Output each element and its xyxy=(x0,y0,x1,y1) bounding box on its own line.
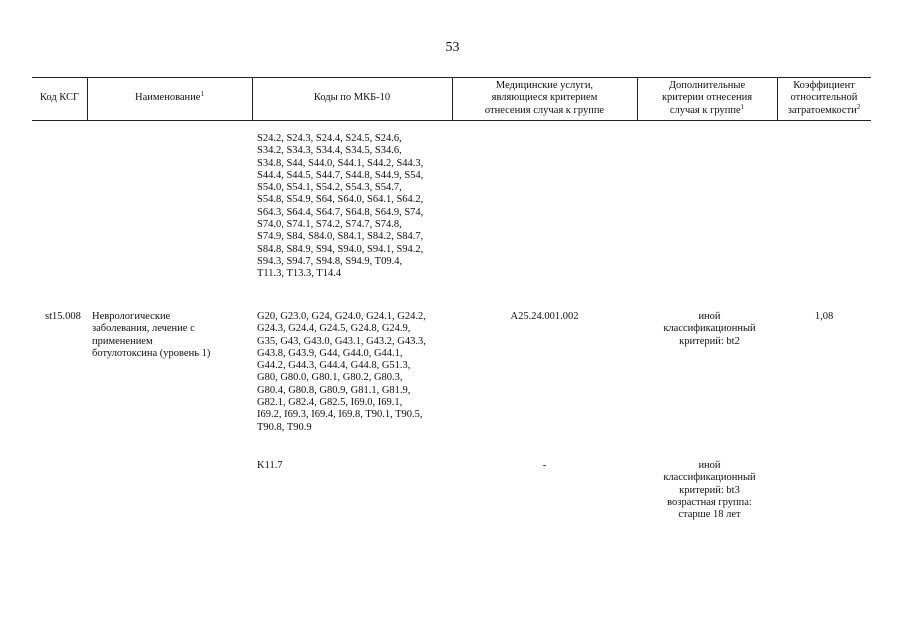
footnote-mark: 1 xyxy=(740,102,745,111)
service-code-cell: - xyxy=(542,460,547,471)
header-services: Медицинские услуги, являющиеся критерием отнесения случая к группе xyxy=(484,79,605,116)
header-coefficient: Коэффициент относительной затратоемкости$^2$ xyxy=(787,79,861,116)
table-header-border xyxy=(32,120,871,121)
mkb-codes-cell: K11.7 xyxy=(257,460,283,471)
criteria-cell: иной классификационный критерий: bt3 возрастная группа: старше 18 лет xyxy=(663,460,756,521)
criteria-cell: иной классификационный критерий: bt2 xyxy=(663,311,756,347)
header-criteria: Дополнительные критерии отнесения случая к группе$^1$ xyxy=(661,79,753,116)
footnote-mark: 1 xyxy=(200,90,204,99)
coefficient-cell: 1,08 xyxy=(814,311,834,322)
footnote-mark: 2 xyxy=(856,102,861,111)
header-ksg-code: Код КСГ xyxy=(39,92,80,104)
continuation-mkb-codes: S24.2, S24.3, S24.4, S24.5, S24.6, S34.2, S34.3, S34.4, S34.5, S34.6, S34.8, S44, S44.0, S44.1, S44.2, S44.3, S44.4, S44.5, S44.7, S44.8, S44.9, S54, S54.0, S54.1, S54.2, S54.3, S54.7, S54.8, S54.9, S64, S64.0, S64.1, S64.2, S64.3, S64.4, S64.7, S64.8, S64.9, S74, S74.0, S74.1, S74.2, S74.7, S74.8, S74.9, S84, S84.0, S84.1, S84.2, S84.7, S84.8, S84.9, S94, S94.0, S94.1, S94.2, S94.3, S94.7, S94.8, S94.9, T09.4, T11.3, T13.3, T14.4 xyxy=(257,133,424,280)
group-name-cell: Неврологические заболевания, лечение с применением ботулотоксина (уровень 1) xyxy=(92,311,211,359)
service-code-cell: A25.24.001.002 xyxy=(510,311,579,322)
header-name: Наименование$^1$ xyxy=(135,90,204,104)
ksg-code-cell: st15.008 xyxy=(45,311,81,322)
mkb-codes-cell: G20, G23.0, G24, G24.0, G24.1, G24.2, G24.3, G24.4, G24.5, G24.8, G24.9, G35, G43, G43.0, G43.1, G43.2, G43.3, G43.8, G43.9, G44, G44.0, G44.1, G44.2, G44.3, G44.4, G44.8, G51.3, G80, G80.0, G80.1, G80.2, G80.3, G80.4, G80.8, G80.9, G81.1, G81.9, G82.1, G82.4, G82.5, I69.0, I69.1, I69.2, I69.3, I69.4, I69.8, T90.1, T90.5, T90.8, T90.9 xyxy=(257,311,426,433)
page-number: 53 xyxy=(445,40,460,55)
header-mkb-codes: Коды по МКБ-10 xyxy=(313,92,391,104)
